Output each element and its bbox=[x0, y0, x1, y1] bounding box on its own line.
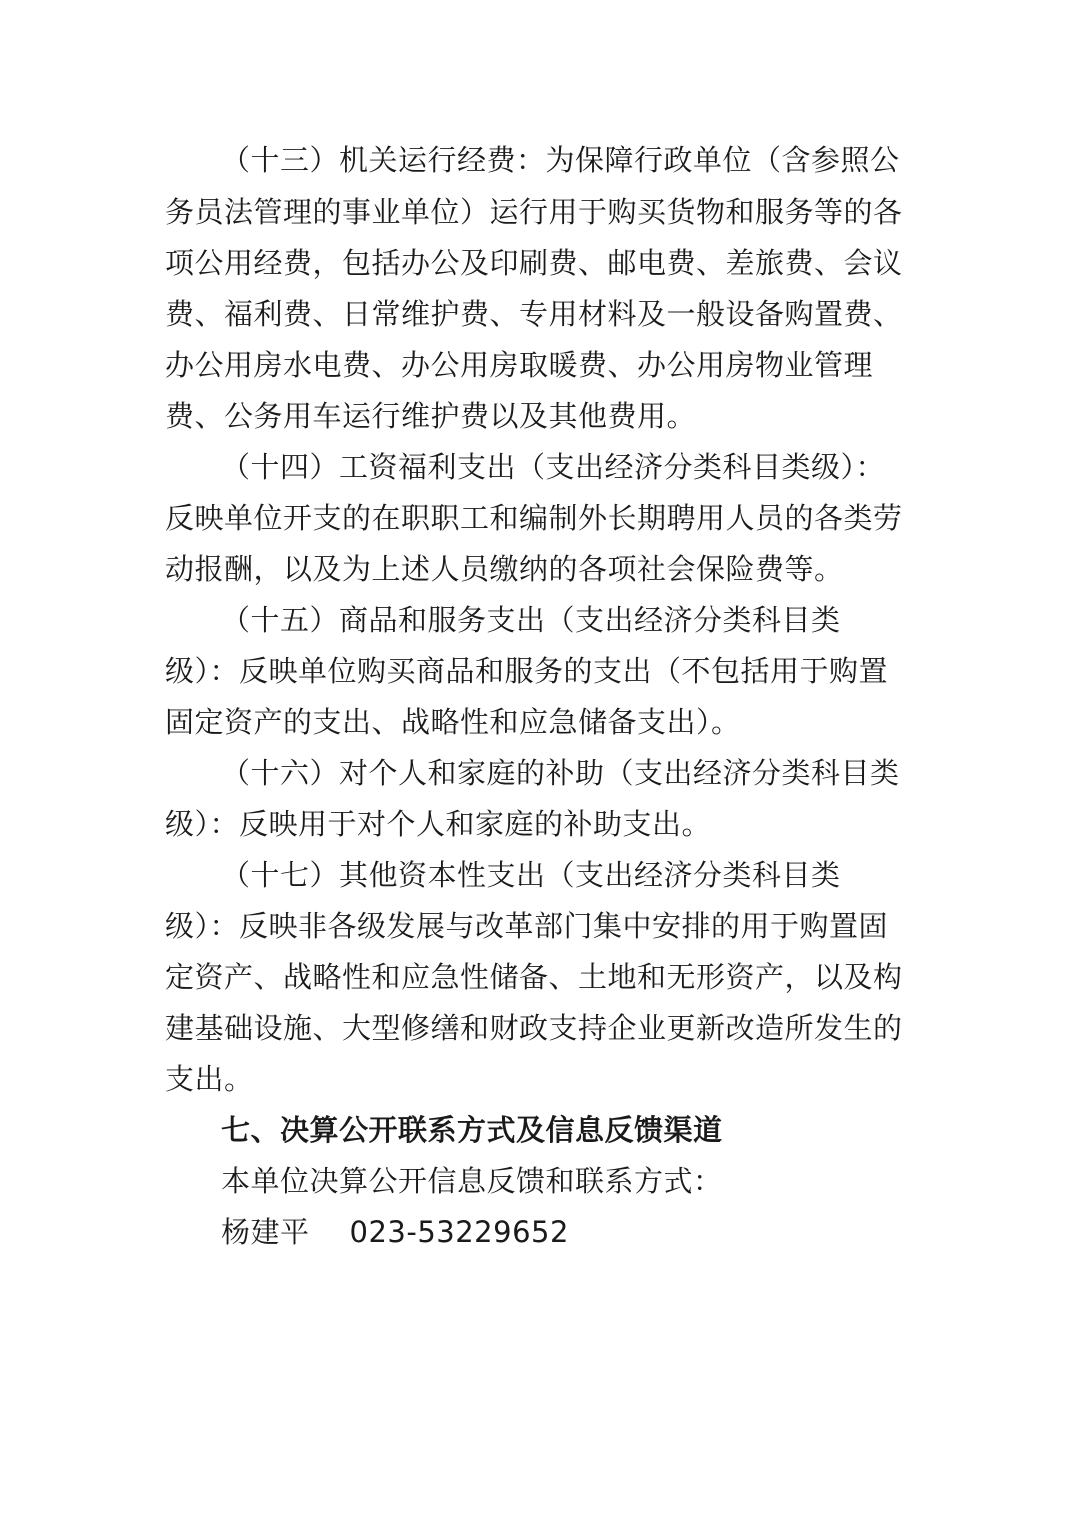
paragraph-14-line-1: （十四）工资福利支出（支出经济分类科目类级）： bbox=[221, 450, 886, 484]
paragraph-17-line-1: （十七）其他资本性支出（支出经济分类科目类 bbox=[221, 858, 841, 892]
contact-name: 杨建平 bbox=[221, 1215, 310, 1249]
paragraph-13-line-1: （十三）机关运行经费：为保障行政单位（含参照公 bbox=[221, 143, 900, 177]
section-7-heading: 七、决算公开联系方式及信息反馈渠道 bbox=[221, 1113, 723, 1147]
paragraph-17-line-4: 建基础设施、大型修缮和财政支持企业更新改造所发生的 bbox=[165, 1011, 903, 1045]
paragraph-16-line-2: 级）：反映用于对个人和家庭的补助支出。 bbox=[165, 807, 712, 841]
contact-line bbox=[221, 1212, 569, 1252]
paragraph-17-line-3: 定资产、战略性和应急性储备、土地和无形资产，以及构 bbox=[165, 960, 903, 994]
contact-phone: 023-53229652 bbox=[349, 1215, 569, 1249]
paragraph-15-line-2: 级）：反映单位购买商品和服务的支出（不包括用于购置 bbox=[165, 654, 889, 688]
paragraph-15-line-3: 固定资产的支出、战略性和应急储备支出）。 bbox=[165, 705, 741, 739]
paragraph-17-line-2: 级）：反映非各级发展与改革部门集中安排的用于购置固 bbox=[165, 909, 889, 943]
paragraph-13-line-4: 费、福利费、日常维护费、专用材料及一般设备购置费、 bbox=[165, 297, 903, 331]
paragraph-14-line-2: 反映单位开支的在职职工和编制外长期聘用人员的各类劳 bbox=[165, 501, 903, 535]
paragraph-17-line-5: 支出。 bbox=[165, 1062, 254, 1096]
contact-intro: 本单位决算公开信息反馈和联系方式： bbox=[221, 1164, 723, 1198]
paragraph-13-line-2: 务员法管理的事业单位）运行用于购买货物和服务等的各 bbox=[165, 195, 903, 229]
paragraph-16-line-1: （十六）对个人和家庭的补助（支出经济分类科目类 bbox=[221, 756, 900, 790]
paragraph-13-line-3: 项公用经费，包括办公及印刷费、邮电费、差旅费、会议 bbox=[165, 246, 903, 280]
paragraph-15-line-1: （十五）商品和服务支出（支出经济分类科目类 bbox=[221, 603, 841, 637]
paragraph-14-line-3: 动报酬，以及为上述人员缴纳的各项社会保险费等。 bbox=[165, 552, 844, 586]
paragraph-13-line-6: 费、公务用车运行维护费以及其他费用。 bbox=[165, 399, 697, 433]
paragraph-13-line-5: 办公用房水电费、办公用房取暖费、办公用房物业管理 bbox=[165, 348, 874, 382]
